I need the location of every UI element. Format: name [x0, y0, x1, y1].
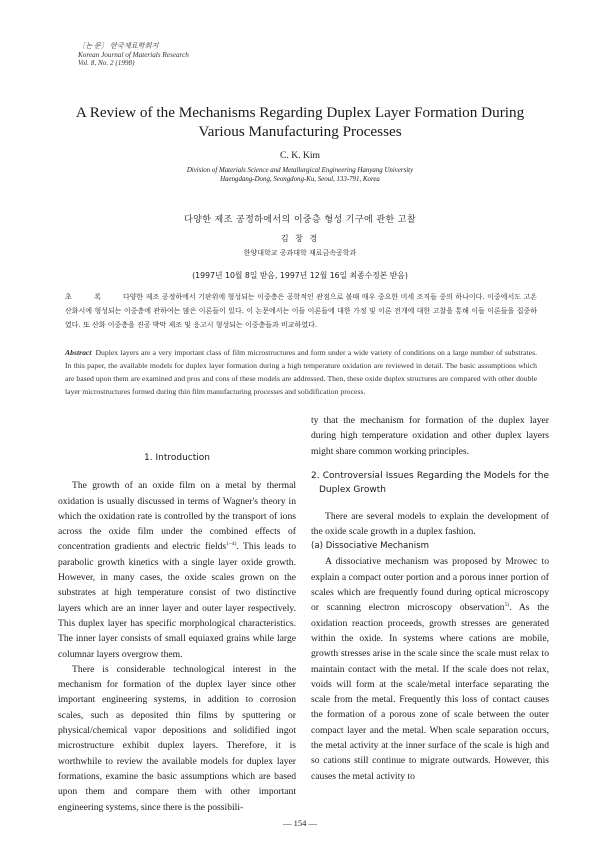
abstract-label: Abstract: [65, 348, 92, 357]
section-2-heading: 2. Controversial Issues Regarding the Models for the Duplex Growth: [311, 470, 549, 495]
abstract-text: Duplex layers are a very important class of film microstructures and form under a wide variety of conditions on a large number of substrates. In this paper, the available models for duplex layer formation during a high temperature oxidation are reviewed in detail. The basic assumptions which are based upon them are examined and pros and cons of these models are addressed. Then, these oxide duplex structures are compared with other double layer microstructures formed during thin film manufacturing processes and solidification process.: [65, 348, 537, 396]
korean-author: 김 창 경: [280, 234, 320, 243]
paragraph-1: [58, 478, 296, 662]
right-column: [311, 413, 549, 784]
paragraph-4-text-a: A dissociative mechanism was proposed by Mrowec to explain a compact outer portion and a porous inner portion of scales which are frequently found during optical microscopy or scanning electron microscopy observation: [311, 556, 549, 614]
journal-name: Korean Journal of Materials Research: [78, 50, 189, 59]
korean-title: 다양한 제조 공정하에서의 이중층 형성 기구에 관한 고찰: [184, 215, 416, 225]
korean-abstract: [65, 291, 537, 332]
citation-5: 5): [504, 602, 510, 609]
korean-abstract-text: 다양한 제조 공정하에서 기판위에 형성되는 이중층은 공학적인 관점으로 볼때 매우 중요한 미세 조직들 중의 하나이다. 이중에서도 고온 산화시에 형성되는 이중층에 관하여는 많은 이론들이 있다. 이 논문에서는 이들 이론들에 대한 가정 및 이론 전개에 대한 고찰을 통해 이들 이론들을 집중하였다. 또 산화 이중층을 진공 박막 제조 및 응고시 형성되는 이중층들과 비교하였다.: [65, 293, 537, 329]
paragraph-3: There are several models to explain the development of the oxide scale growth in a duplex fashion.: [311, 510, 549, 538]
paragraph-2-continued: ty that the mechanism for formation of the duplex layer during high temperature oxidation and other duplex layers might share common working principles.: [311, 415, 549, 457]
affiliation-line-1: Division of Materials Science and Metallurgical Engineering Hanyang University: [186, 167, 414, 174]
paper-affiliation: [60, 166, 540, 184]
english-abstract: [65, 346, 537, 398]
subsection-a-heading: (a) Dissociative Mechanism: [311, 541, 429, 552]
journal-volume: Vol. 8, No. 2 (1998): [78, 59, 135, 68]
paragraph-1-text-a: The growth of an oxide film on a metal by thermal oxidation is usually discussed in terms of Wagner's theory in which the oxidation rate is controlled by the transport of ions across the oxide film under the combined effects of concentration gradients and electric fields: [58, 480, 296, 553]
korean-abstract-label: 초 록: [65, 293, 112, 301]
paper-author: C. K. Kim: [280, 150, 320, 161]
affiliation-line-2: Haengdang-Dong, Seongdong-Ku, Seoul, 133-791, Korea: [220, 176, 380, 184]
paragraph-1-text-b: . This leads to parabolic growth kinetics with a single layer oxide growth. However, in many cases, the oxide scales grown on the substrates at high temperature consist of two distinctive layers which are an inner layer and outer layer respectively. This duplex layer has specific morphological characteristics. The inner layer consists of small equiaxed grains while large columnar layers overgrow them.: [58, 541, 296, 660]
paragraph-4: [311, 554, 549, 783]
received-dates: (1997년 10월 8일 받음, 1997년 12월 16일 최종수정본 받음): [192, 271, 408, 280]
paper-title: A Review of the Mechanisms Regarding Duplex Layer Formation During Various Manufacturing Processes: [75, 104, 525, 140]
citation-1: 1~4): [226, 541, 237, 548]
journal-category: 〔논 문〕 한국재료학회지: [78, 42, 159, 50]
paragraph-2: There is considerable technological interest in the mechanism for formation of the duplex layer since other important engineering systems, in addition to corrosion scales, such as deposited thin films by sputtering or physical/chemical vapor depositions and solidified ingot microstructure exhibit duplex layers. Therefore, it is worthwhile to review the available models for duplex layer formations, examine the basic assumptions which are based upon them and compare them with other important engineering systems, since there is the possibili-: [58, 663, 296, 813]
korean-affiliation: 한양대학교 공과대학 재료금속공학과: [243, 249, 357, 257]
page-number: — 154 —: [283, 818, 317, 828]
journal-info: [78, 42, 189, 68]
paragraph-4-text-b: . As the oxidation reaction proceeds, growth stresses are generated within the oxide. In systems where cations are mobile, growth stresses arise in the scale since the scale must relax to maintain contact with the metal. If the scale does not relax, voids will form at the scale/metal interface separating the scale from the metal. Frequently this loss of contact causes the formation of a porous zone of scale between the outer compact layer and the metal. When scale separation occurs, the metal activity at the inner surface of the scale is high and so cations still continue to migrate outwards. However, this causes the metal activity to: [311, 602, 549, 782]
left-column: [58, 451, 296, 815]
section-1-heading: 1. Introduction: [144, 453, 210, 463]
